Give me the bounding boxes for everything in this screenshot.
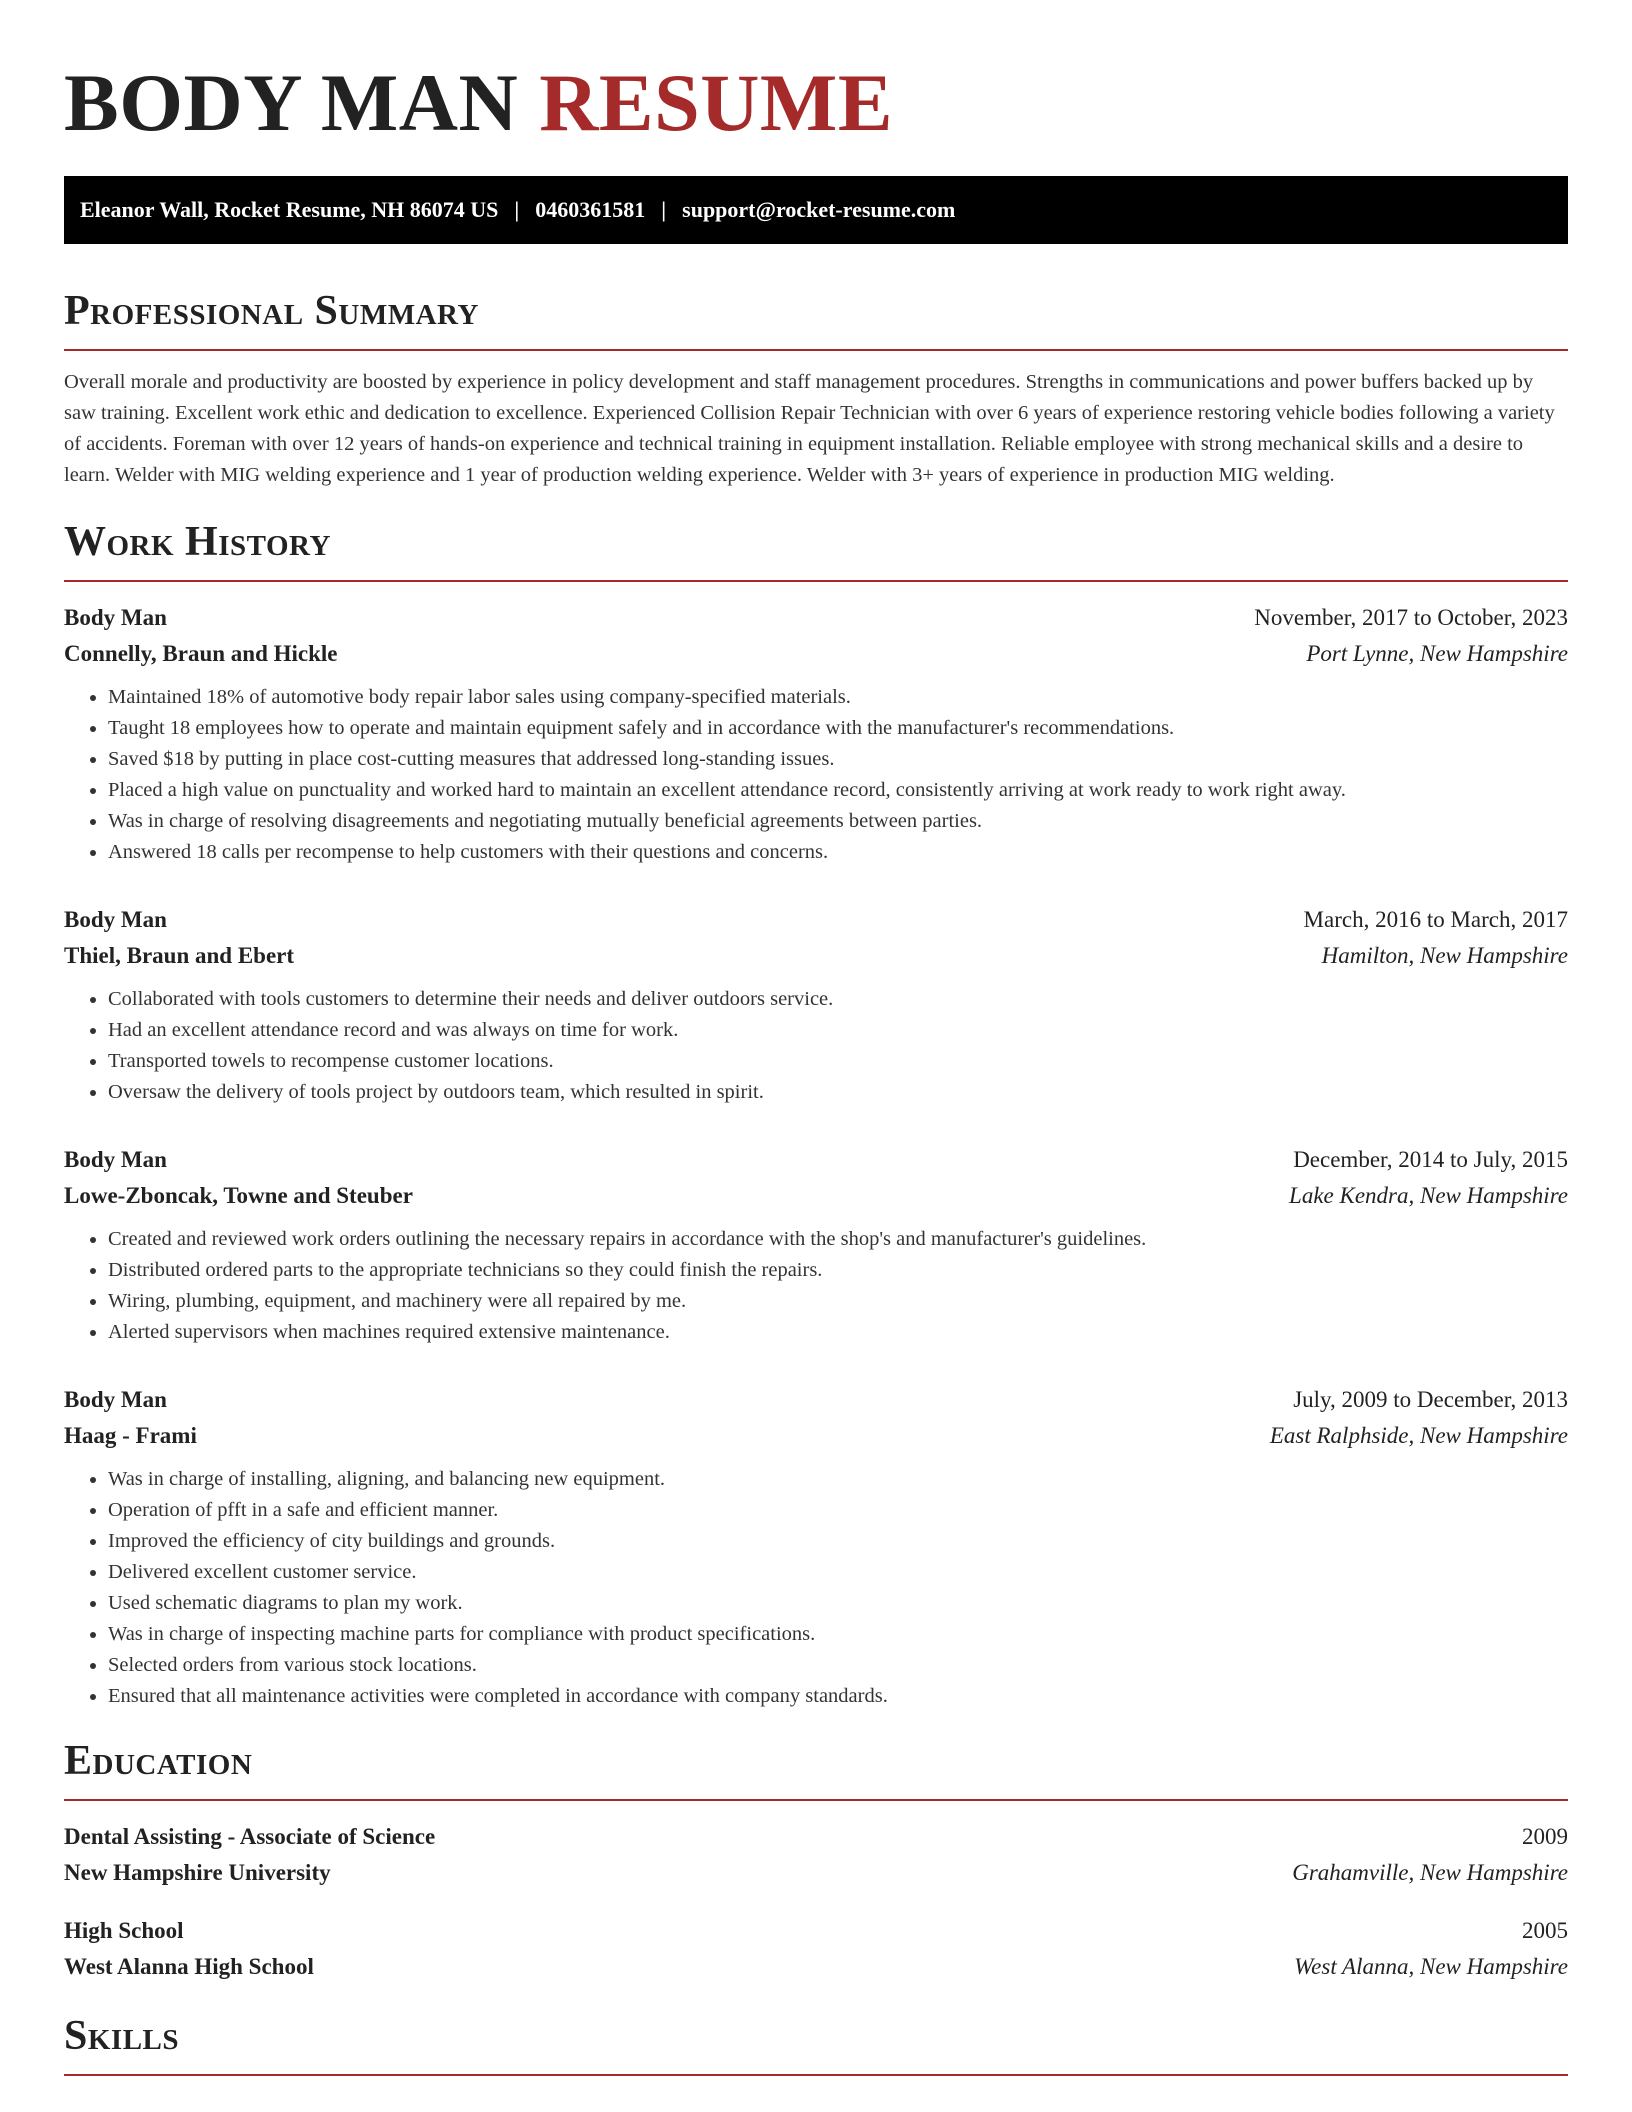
education-header-row: [64, 1819, 1568, 1855]
title-accent: RESUME: [539, 57, 894, 148]
job-company-row: [64, 636, 1568, 672]
job-bullet: • Used schematic diagrams to plan my work.: [108, 1588, 1568, 1619]
work-history-section: [64, 517, 1568, 1712]
job-company-row: [64, 1418, 1568, 1454]
job-bullet: • Delivered excellent customer service.: [108, 1557, 1568, 1588]
job-bullet: • Improved the efficiency of city buildings and grounds.: [108, 1526, 1568, 1557]
job-bullet: • Operation of pfft in a safe and efficient manner.: [108, 1495, 1568, 1526]
job-title: Body Man: [64, 605, 167, 630]
job-bullet: • Transported towels to recompense customer locations.: [108, 1046, 1568, 1077]
job-company: Lowe-Zboncak, Towne and Steuber: [64, 1183, 413, 1208]
job-bullet: • Maintained 18% of automotive body repair labor sales using company-specified materials.: [108, 682, 1568, 713]
education-location: Grahamville, New Hampshire: [1292, 1860, 1568, 1885]
job-entry: [64, 902, 1568, 1108]
job-bullet: • Ensured that all maintenance activities were completed in accordance with company standards.: [108, 1681, 1568, 1712]
summary-text: Overall morale and productivity are boosted by experience in policy development and staff management procedures. Strengths in communications and power buffers backed up by saw training. Excellent work ethic and dedication to excellence. Experienced Collision Repair Technician with over 6 years of experience restoring vehicle bodies following a variety of accidents. Foreman with over 12 years of hands-on experience and technical training in equipment installation. Reliable employee with strong mechanical skills and a desire to learn. Welder with MIG welding experience and 1 year of production welding experience. Welder with 3+ years of experience in production MIG welding.: [64, 371, 1555, 486]
section-heading-work-history: Work History: [64, 519, 331, 565]
job-location: Port Lynne, New Hampshire: [1306, 641, 1568, 666]
section-divider: [64, 580, 1568, 582]
job-header-row: [64, 600, 1568, 636]
job-location: Lake Kendra, New Hampshire: [1289, 1183, 1568, 1208]
job-bullet: • Oversaw the delivery of tools project by outdoors team, which resulted in spirit.: [108, 1077, 1568, 1108]
contact-email[interactable]: support@rocket-resume.com: [682, 197, 956, 222]
education-location: West Alanna, New Hampshire: [1294, 1954, 1568, 1979]
resume-title: [64, 0, 1568, 148]
title-main: BODY MAN: [64, 57, 519, 148]
section-heading-skills: Skills: [64, 2013, 180, 2059]
job-bullet: • Distributed ordered parts to the appropriate technicians so they could finish the repairs.: [108, 1255, 1568, 1286]
job-company: Haag - Frami: [64, 1423, 197, 1448]
education-entry: [64, 1819, 1568, 1891]
job-bullet: • Alerted supervisors when machines required extensive maintenance.: [108, 1317, 1568, 1348]
contact-phone[interactable]: 0460361581: [535, 197, 646, 222]
job-bullet: • Was in charge of installing, aligning, and balancing new equipment.: [108, 1464, 1568, 1495]
education-school: New Hampshire University: [64, 1860, 331, 1885]
job-title: Body Man: [64, 1147, 167, 1172]
section-heading-education: Education: [64, 1738, 253, 1784]
contact-address: Eleanor Wall, Rocket Resume, NH 86074 US: [80, 197, 499, 222]
contact-bar: [64, 176, 1568, 244]
education-degree: High School: [64, 1918, 184, 1943]
job-bullet: • Created and reviewed work orders outlining the necessary repairs in accordance with the shop's and manufacturer's guidelines.: [108, 1224, 1568, 1255]
job-company-row: [64, 938, 1568, 974]
education-school-row: [64, 1855, 1568, 1891]
section-divider: [64, 1799, 1568, 1801]
job-bullet: • Was in charge of inspecting machine parts for compliance with product specifications.: [108, 1619, 1568, 1650]
job-bullet: • Placed a high value on punctuality and worked hard to maintain an excellent attendance record, consistently arriving at work ready to work right away.: [108, 775, 1568, 806]
job-location: East Ralphside, New Hampshire: [1269, 1423, 1568, 1448]
education-degree: Dental Assisting - Associate of Science: [64, 1824, 436, 1849]
job-header-row: [64, 1382, 1568, 1418]
job-dates: December, 2014 to July, 2015: [1293, 1147, 1568, 1172]
education-header-row: [64, 1913, 1568, 1949]
job-header-row: [64, 1142, 1568, 1178]
contact-separator: |: [661, 197, 667, 222]
education-year: 2005: [1522, 1918, 1568, 1943]
job-entry: [64, 1382, 1568, 1712]
education-entry: [64, 1913, 1568, 1985]
job-bullet: • Was in charge of resolving disagreements and negotiating mutually beneficial agreements between parties.: [108, 806, 1568, 837]
job-location: Hamilton, New Hampshire: [1321, 943, 1568, 968]
job-title: Body Man: [64, 907, 167, 932]
education-section: [64, 1736, 1568, 1985]
job-dates: March, 2016 to March, 2017: [1303, 907, 1568, 932]
job-bullets: [64, 1464, 1568, 1712]
job-bullet: • Wiring, plumbing, equipment, and machinery were all repaired by me.: [108, 1286, 1568, 1317]
job-bullets: [64, 682, 1568, 868]
education-year: 2009: [1522, 1824, 1568, 1849]
job-bullet: • Taught 18 employees how to operate and maintain equipment safely and in accordance with the manufacturer's recommendations.: [108, 713, 1568, 744]
job-bullet: • Selected orders from various stock locations.: [108, 1650, 1568, 1681]
job-dates: July, 2009 to December, 2013: [1293, 1387, 1568, 1412]
job-title: Body Man: [64, 1387, 167, 1412]
job-dates: November, 2017 to October, 2023: [1254, 605, 1568, 630]
job-bullet: • Answered 18 calls per recompense to help customers with their questions and concerns.: [108, 837, 1568, 868]
section-divider: [64, 349, 1568, 351]
job-entry: [64, 600, 1568, 868]
summary-section: [64, 286, 1568, 491]
contact-separator: |: [514, 197, 520, 222]
skills-section: [64, 2011, 1568, 2076]
section-divider: [64, 2074, 1568, 2076]
job-bullet: • Collaborated with tools customers to determine their needs and deliver outdoors service.: [108, 984, 1568, 1015]
job-header-row: [64, 902, 1568, 938]
job-company-row: [64, 1178, 1568, 1214]
job-company: Connelly, Braun and Hickle: [64, 641, 338, 666]
job-bullets: [64, 1224, 1568, 1348]
job-bullets: [64, 984, 1568, 1108]
job-entry: [64, 1142, 1568, 1348]
job-bullet: • Had an excellent attendance record and was always on time for work.: [108, 1015, 1568, 1046]
job-company: Thiel, Braun and Ebert: [64, 943, 295, 968]
education-school-row: [64, 1949, 1568, 1985]
job-bullet: • Saved $18 by putting in place cost-cutting measures that addressed long-standing issues.: [108, 744, 1568, 775]
education-school: West Alanna High School: [64, 1954, 314, 1979]
section-heading-summary: Professional Summary: [64, 288, 479, 334]
